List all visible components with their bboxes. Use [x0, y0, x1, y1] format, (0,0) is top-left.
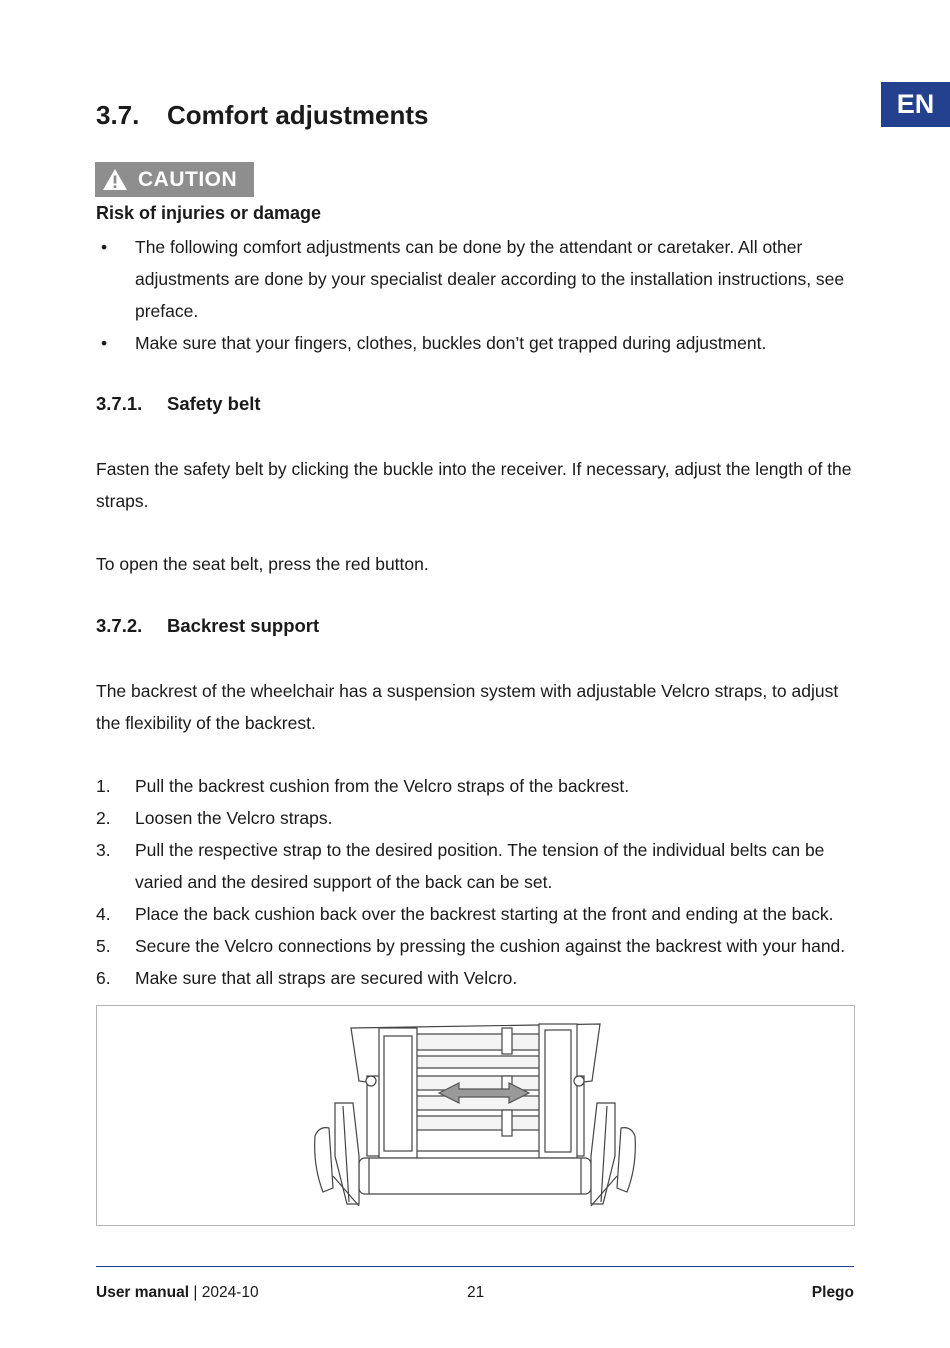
list-item	[96, 802, 856, 834]
backrest-steps-list	[96, 770, 856, 994]
step-number: 2.	[96, 808, 111, 828]
subsection-number: 3.7.2.	[96, 615, 143, 636]
footer-left	[96, 1284, 259, 1302]
list-item	[96, 327, 856, 359]
bullet-icon: •	[101, 237, 108, 257]
bullet-line: adjustments are done by your specialist dealer according to the installation instructions, see	[135, 269, 845, 289]
step-line: Secure the Velcro connections by pressing the cushion against the backrest with your hand.	[135, 936, 846, 956]
list-item	[96, 930, 856, 962]
subsection-heading-backrest	[96, 615, 319, 637]
footer-product: Plego	[811, 1284, 854, 1301]
step-line: Pull the backrest cushion from the Velcro straps of the backrest.	[135, 776, 630, 796]
caution-bullet-list	[96, 231, 856, 359]
bullet-line: Make sure that your fingers, clothes, buckles don’t get trapped during adjustment.	[135, 333, 767, 353]
subsection-heading-safety-belt	[96, 393, 261, 415]
footer-manual-label: User manual	[96, 1284, 190, 1301]
language-tab: EN	[881, 82, 950, 127]
backrest-intro-paragraph	[96, 675, 856, 739]
caution-heading: Risk of injuries or damage	[96, 203, 322, 223]
bullet-line: The following comfort adjustments can be done by the attendant or caretaker. All other	[135, 237, 803, 257]
step-number: 3.	[96, 840, 111, 860]
section-title: Comfort adjustments	[167, 100, 429, 130]
text-line: straps.	[96, 491, 149, 511]
caution-badge	[95, 162, 254, 197]
caution-label: CAUTION	[138, 167, 238, 191]
page-number: 21	[467, 1284, 485, 1301]
section-number: 3.7.	[96, 100, 140, 130]
warning-icon	[102, 168, 128, 191]
footer-divider	[96, 1266, 854, 1267]
footer-date: 2024-10	[201, 1284, 259, 1301]
subsection-title: Backrest support	[167, 615, 320, 636]
step-number: 5.	[96, 936, 111, 956]
footer-separator: |	[193, 1284, 198, 1301]
step-line: Loosen the Velcro straps.	[135, 808, 333, 828]
subsection-title: Safety belt	[167, 393, 261, 414]
safety-belt-paragraph	[96, 453, 856, 517]
seat-belt-open-paragraph: To open the seat belt, press the red button.	[96, 554, 429, 574]
subsection-number: 3.7.1.	[96, 393, 143, 414]
bullet-line: preface.	[135, 301, 199, 321]
text-line: Fasten the safety belt by clicking the buckle into the receiver. If necessary, adjust the length of the	[96, 459, 852, 479]
bullet-icon: •	[101, 333, 108, 353]
backrest-illustration	[96, 1005, 855, 1226]
step-number: 6.	[96, 968, 111, 988]
list-item	[96, 231, 856, 327]
list-item	[96, 834, 856, 898]
step-line: Make sure that all straps are secured with Velcro.	[135, 968, 518, 988]
text-line: the flexibility of the backrest.	[96, 713, 316, 733]
list-item	[96, 898, 856, 930]
step-line: varied and the desired support of the back can be set.	[135, 872, 553, 892]
step-number: 4.	[96, 904, 111, 924]
step-number: 1.	[96, 776, 111, 796]
step-line: Pull the respective strap to the desired position. The tension of the individual belts can be	[135, 840, 825, 860]
list-item	[96, 770, 856, 802]
section-heading	[96, 100, 428, 131]
list-item	[96, 962, 856, 994]
step-line: Place the back cushion back over the backrest starting at the front and ending at the back.	[135, 904, 834, 924]
wheelchair-backrest-drawing	[97, 1006, 854, 1225]
text-line: The backrest of the wheelchair has a suspension system with adjustable Velcro straps, to adjust	[96, 681, 839, 701]
